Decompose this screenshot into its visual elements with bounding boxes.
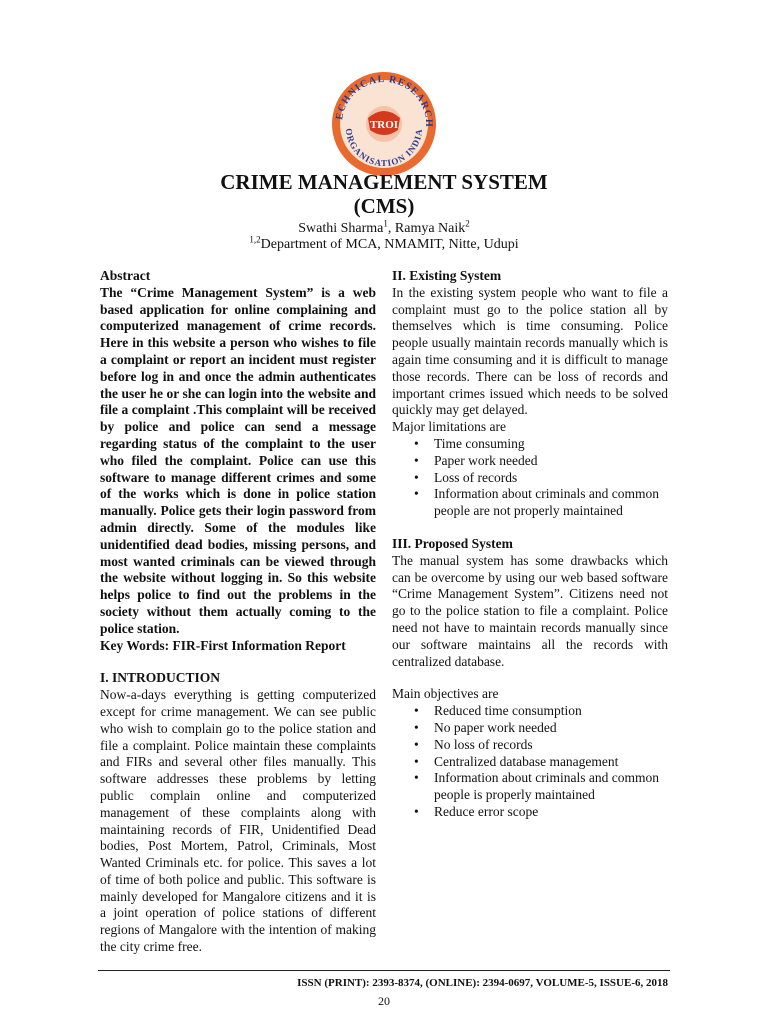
limitations-list (392, 436, 668, 520)
paper-title: CRIME MANAGEMENT SYSTEM (220, 170, 548, 194)
footer-rule (98, 970, 670, 971)
list-item: • Reduce error scope (434, 804, 668, 821)
list-item: • Paper work needed (434, 453, 668, 470)
author-1-sup: 1 (383, 218, 388, 229)
existing-body: In the existing system people who want to file a complaint must go to the police station all by themselves which is time consuming. Police people usually maintain records manually which is again time consuming and it is difficult to manage those records. There can be loss of records and important crimes issued which needs to be solved quickly may get delayed. (392, 284, 668, 418)
author-2: Ramya Naik (394, 221, 466, 236)
list-item: • Information about criminals and common people is properly maintained (434, 770, 668, 804)
author-separator: , (387, 221, 395, 236)
affiliation-line (0, 236, 768, 253)
left-column (100, 268, 376, 956)
issn-line: ISSN (PRINT): 2393-8374, (ONLINE): 2394-0697, VOLUME-5, ISSUE-6, 2018 (297, 977, 668, 989)
paper-title-acronym: (CMS) (353, 194, 415, 218)
existing-heading: II. Existing System (392, 268, 502, 283)
affiliation-text: Department of MCA, NMAMIT, Nitte, Udupi (260, 237, 519, 252)
proposed-body: The manual system has some drawbacks which can be overcome by using our web based software “Crime Management System”. Citizens need not go to the police station to file a complaint. Police need not have to maintain records manually since our software maintains all the records with centralized database. (392, 552, 668, 669)
intro-body: Now-a-days everything is getting computerized except for crime management. We can see public who wish to complain go to the police station and file a complaint. Police maintain these complaints and FIRs and several other files manually. This software addresses these problems by letting public complain online and computerized management of these complaints along with maintaining records of FIR, Unidentified Dead bodies, Post Mortem, Patrol, Criminals, Most Wanted Criminals etc. for police. This saves a lot of time of both police and public. This software is mainly developed for Mangalore citizens and it is a joint operation of police stations of different regions of Mangalore with the intention of making the city crime free. (100, 687, 376, 955)
journal-logo (328, 70, 440, 178)
list-item: • No loss of records (434, 737, 668, 754)
logo-inner-text: ORGANISATION INDIA (343, 127, 425, 169)
intro-heading: I. INTRODUCTION (100, 670, 221, 686)
abstract-body: The “Crime Management System” is a web based application for online complaining and computerized management of crime records. Here in this website a person who wishes to file a complaint or report an incident must register before log in and once the admin authenticates the user he or she can login into the website and file a complaint .This complaint will be received by police and police can send a message regarding status of the complaint to the user who filed the complaint. Police can use this software to manage different crimes and some of the works which is done in police station manually. Police gets their login password from admin directly. Some of the modules like unidentified dead bodies, missing persons, and most wanted criminals can be viewed through the website without logging in. So this website helps police to find out the problems in the society without them actually coming to the police station. (100, 284, 376, 636)
abstract-heading: Abstract (100, 268, 151, 283)
right-column (392, 268, 668, 821)
proposed-heading: III. Proposed System (392, 535, 513, 551)
affiliation-sup: 1,2 (249, 234, 261, 245)
logo-seal-icon (328, 70, 440, 178)
author-2-sup: 2 (465, 218, 470, 229)
keywords: Key Words: FIR-First Information Report (100, 637, 346, 653)
list-item: • Reduced time consumption (434, 703, 668, 720)
page-number: 20 (378, 994, 390, 1008)
author-1: Swathi Sharma (298, 221, 384, 236)
list-item: • Information about criminals and common people are not properly maintained (434, 486, 668, 520)
logo-outer-text: ECHNICAL RESEARCH (334, 73, 435, 129)
list-item: • Centralized database management (434, 754, 668, 771)
list-item: • Loss of records (434, 470, 668, 487)
limitations-label: Major limitations are (392, 419, 506, 435)
objectives-label: Main objectives are (392, 686, 499, 702)
objectives-list (392, 703, 668, 821)
list-item: • Time consuming (434, 436, 668, 453)
list-item: • No paper work needed (434, 720, 668, 737)
logo-center-text: TROI (369, 119, 399, 131)
author-line (0, 220, 768, 237)
